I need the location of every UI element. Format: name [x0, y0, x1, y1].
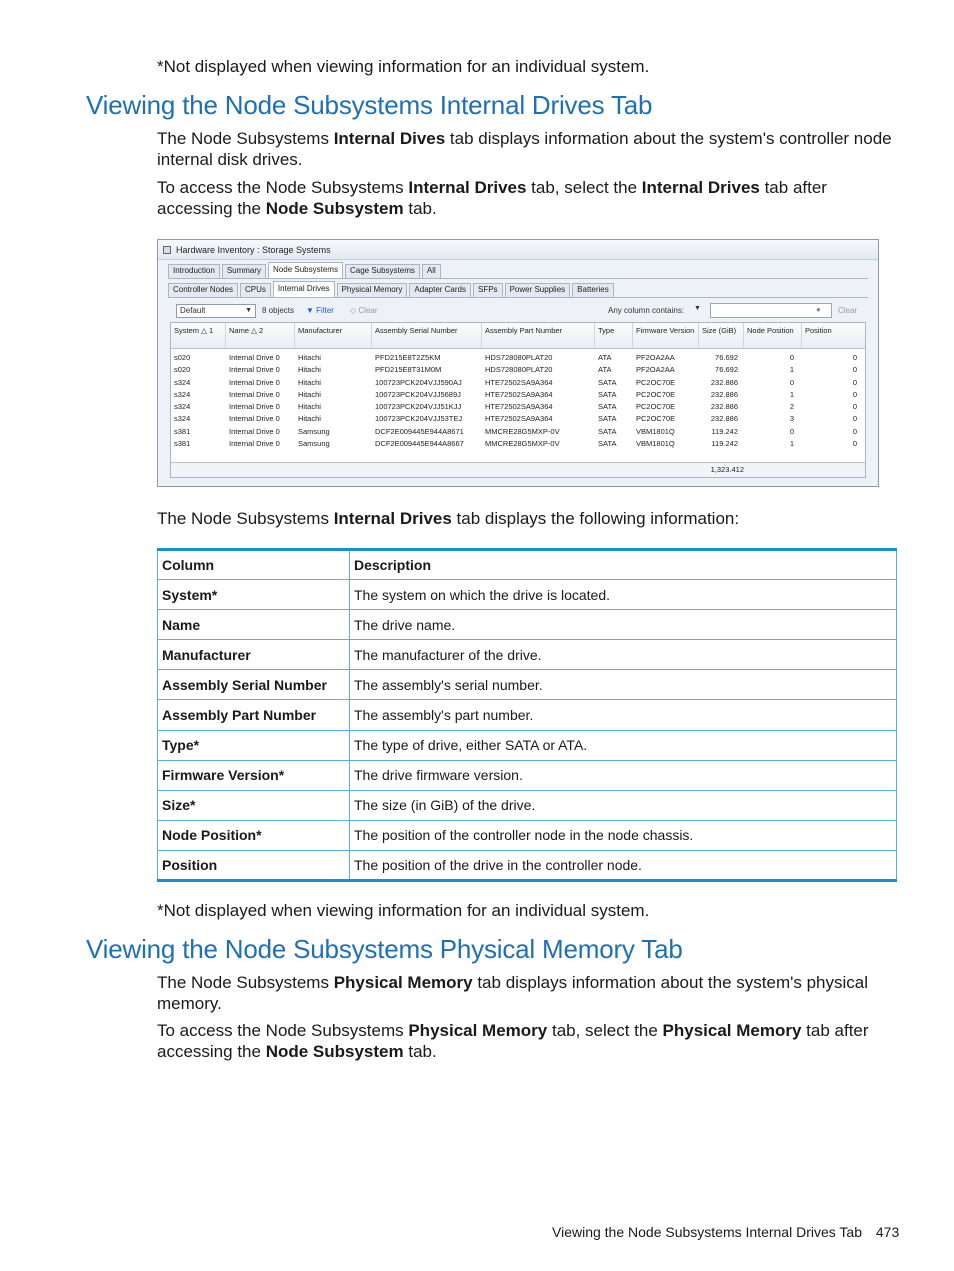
cell-manufacturer: Samsung	[298, 439, 330, 449]
table-row[interactable]	[171, 389, 865, 401]
column-header-system[interactable]: System △ 1	[171, 323, 226, 348]
text-span: tab displays information about the system's physical memory.	[157, 973, 868, 1013]
cell-manufacturer: Hitachi	[298, 353, 321, 362]
column-header-position[interactable]: Position	[805, 326, 832, 335]
cell-part: MMCRE28G5MXP-0V	[485, 439, 560, 449]
view-combo-value: Default	[180, 306, 206, 315]
table-row[interactable]	[171, 352, 865, 364]
cell-type: SATA	[598, 439, 617, 449]
cell-system: s324	[174, 402, 191, 412]
cell-part: HTE72502SA9A364	[485, 377, 553, 387]
cell-part: HDS728080PLAT20	[485, 365, 553, 375]
window-titlebar	[158, 240, 878, 260]
cell-firmware: PC2OC70E	[636, 414, 676, 424]
cell-node-position: 1	[789, 439, 794, 449]
description-cell: The assembly's serial number.	[350, 670, 897, 700]
cell-position: 0	[852, 377, 857, 387]
cell-position: 0	[852, 353, 857, 362]
column-header-size[interactable]: Size (GiB)	[699, 323, 744, 348]
cell-position: 0	[852, 426, 857, 436]
cell-node-position: 1	[789, 389, 794, 399]
cell-system: s324	[174, 414, 191, 424]
table-row	[158, 610, 897, 640]
table-row	[158, 760, 897, 790]
cell-size: 232.886	[710, 377, 738, 387]
tab-divider	[168, 297, 868, 298]
cell-serial: 100723PCK204VJJ590AJ	[375, 377, 462, 387]
cell-name: Internal Drive 0	[229, 402, 280, 412]
table-row[interactable]	[171, 377, 865, 389]
chevron-down-icon[interactable]: ▼	[694, 305, 701, 312]
table-row	[158, 820, 897, 850]
tabs-row-2	[168, 283, 616, 297]
tab-divider	[168, 278, 868, 279]
view-combo[interactable]	[176, 304, 256, 318]
cell-manufacturer: Hitachi	[298, 414, 321, 424]
cell-manufacturer: Hitachi	[298, 402, 321, 412]
cell-type: SATA	[598, 389, 617, 399]
cell-name: Internal Drive 0	[229, 353, 280, 362]
description-cell: The position of the drive in the controller node.	[350, 850, 897, 880]
cell-part: HTE72502SA9A364	[485, 402, 553, 412]
cell-type: ATA	[598, 365, 612, 375]
description-cell: The manufacturer of the drive.	[350, 640, 897, 670]
text-span: tab, select the	[526, 178, 642, 197]
column-header-type[interactable]: Type	[595, 323, 633, 348]
bottom-note: *Not displayed when viewing information for an individual system.	[157, 901, 650, 920]
cell-name: Internal Drive 0	[229, 377, 280, 387]
description-cell: The position of the controller node in the node chassis.	[350, 820, 897, 850]
text-span: tab after accessing the	[157, 178, 827, 218]
bold-term: Node Subsystem	[265, 1042, 404, 1061]
cell-size: 76.692	[715, 365, 738, 375]
table-header-row	[158, 550, 897, 580]
table-row	[158, 700, 897, 730]
cell-serial: DCF2E009445E944A8667	[375, 439, 464, 449]
cell-position: 0	[852, 402, 857, 412]
paragraph-internal-drives-info	[157, 508, 897, 529]
cell-firmware: PC2OC70E	[636, 377, 676, 387]
text-span: tab after accessing the	[157, 1021, 869, 1061]
cell-node-position: 0	[789, 426, 794, 436]
description-cell: The type of drive, either SATA or ATA.	[350, 730, 897, 760]
cell-name: Internal Drive 0	[229, 365, 280, 375]
cell-manufacturer: Hitachi	[298, 365, 321, 375]
footer-title: Viewing the Node Subsystems Internal Drives Tab	[552, 1224, 862, 1240]
filter-button[interactable]	[306, 306, 334, 315]
bold-term: Internal Drives	[333, 509, 452, 528]
tab-all[interactable]: All	[422, 264, 441, 278]
text-span: The Node Subsystems	[157, 509, 334, 528]
cell-part: HTE72502SA9A364	[485, 414, 553, 424]
cell-node-position: 0	[789, 377, 794, 387]
bold-term: Node Subsystem	[265, 199, 404, 218]
paragraph-internal-drives-access	[157, 177, 897, 219]
description-cell: The system on which the drive is located.	[350, 580, 897, 610]
table-row	[158, 730, 897, 760]
grid-body	[171, 352, 865, 450]
cell-system: s020	[174, 365, 191, 375]
cell-firmware: VBM1801Q	[636, 439, 675, 449]
cell-size: 119.242	[711, 439, 738, 449]
text-span: tab displays information about the system's controller node internal disk drives.	[157, 129, 892, 169]
cell-serial: PFD215E8T31M0M	[375, 365, 442, 375]
cell-part: HDS728080PLAT20	[485, 353, 553, 362]
section-heading-physical-memory: Viewing the Node Subsystems Physical Memory Tab	[86, 934, 683, 964]
tab-controller-nodes[interactable]: Controller Nodes	[168, 283, 238, 297]
tab-internal-drives[interactable]: Internal Drives	[273, 281, 335, 297]
column-name-cell: Name	[158, 610, 350, 640]
eraser-icon: ◇	[350, 306, 357, 315]
bold-term: Physical Memory	[408, 1021, 548, 1040]
text-span: tab displays the following information:	[451, 509, 740, 528]
column-header-assembly-serial-number[interactable]: Assembly Serial Number	[372, 323, 482, 348]
tab-batteries[interactable]: Batteries	[572, 283, 614, 297]
column-name-cell: Type*	[158, 730, 350, 760]
cell-node-position: 1	[789, 365, 794, 375]
cell-serial: DCF2E009445E944A8671	[375, 426, 464, 436]
cell-name: Internal Drive 0	[229, 389, 280, 399]
grid-totals-row	[171, 462, 865, 477]
page-number: 473	[875, 1224, 900, 1240]
cell-system: s381	[174, 439, 191, 449]
column-description-table	[157, 548, 897, 882]
cell-firmware: VBM1801Q	[636, 426, 675, 436]
tabs-row-1	[168, 264, 443, 278]
text-span: tab.	[403, 1042, 437, 1061]
text-span: The Node Subsystems	[157, 129, 334, 148]
cell-type: SATA	[598, 414, 617, 424]
paragraph-physical-memory-access	[157, 1020, 902, 1062]
tab-power-supplies[interactable]: Power Supplies	[505, 283, 571, 297]
cell-position: 0	[852, 365, 857, 375]
cell-system: s324	[174, 377, 191, 387]
column-name-cell: Assembly Part Number	[158, 700, 350, 730]
paragraph-physical-memory-intro	[157, 972, 897, 1014]
tab-introduction[interactable]: Introduction	[168, 264, 220, 278]
cell-node-position: 3	[789, 414, 794, 424]
column-name-cell: Node Position*	[158, 820, 350, 850]
text-span: tab, select the	[547, 1021, 663, 1040]
table-row	[158, 790, 897, 820]
drives-grid	[170, 322, 866, 478]
tab-adapter-cards[interactable]: Adapter Cards	[409, 283, 471, 297]
cell-name: Internal Drive 0	[229, 439, 280, 449]
column-header-firmware-version[interactable]: Firmware Version	[633, 323, 699, 348]
cell-type: SATA	[598, 426, 617, 436]
total-size: 1,323.412	[710, 465, 744, 474]
tab-cage-subsystems[interactable]: Cage Subsystems	[345, 264, 420, 278]
description-cell: The drive firmware version.	[350, 760, 897, 790]
cell-node-position: 0	[789, 353, 794, 362]
description-cell: The drive name.	[350, 610, 897, 640]
cell-firmware: PF2OA2AA	[636, 365, 675, 375]
text-span: tab.	[403, 199, 437, 218]
section-heading-internal-drives: Viewing the Node Subsystems Internal Drives Tab	[86, 90, 653, 120]
paragraph-internal-drives-intro	[157, 128, 897, 170]
cell-serial: 100723PCK204VJJ53TEJ	[375, 414, 463, 424]
cell-size: 232.886	[710, 389, 738, 399]
cell-size: 232.886	[710, 402, 738, 412]
tab-cpus[interactable]: CPUs	[240, 283, 271, 297]
grid-header	[171, 323, 865, 349]
chevron-down-icon: ▼	[245, 307, 252, 314]
cell-manufacturer: Hitachi	[298, 377, 321, 387]
cell-part: HTE72502SA9A364	[485, 389, 553, 399]
cell-manufacturer: Hitachi	[298, 389, 321, 399]
cell-system: s020	[174, 353, 191, 362]
column-header-manufacturer[interactable]: Manufacturer	[295, 323, 372, 348]
cell-size: 76.692	[715, 353, 738, 362]
text-span: To access the Node Subsystems	[157, 1021, 409, 1040]
table-row	[158, 580, 897, 610]
page-footer	[552, 1224, 899, 1240]
table-row[interactable]	[171, 438, 865, 450]
column-name-cell: Size*	[158, 790, 350, 820]
cell-position: 0	[852, 389, 857, 399]
cell-type: SATA	[598, 402, 617, 412]
window-title: Hardware Inventory : Storage Systems	[176, 245, 331, 255]
column-name-cell: Position	[158, 850, 350, 880]
tab-summary[interactable]: Summary	[222, 264, 266, 278]
top-note: *Not displayed when viewing information for an individual system.	[157, 57, 650, 76]
clear-filter-button[interactable]	[350, 306, 378, 315]
column-header-node-position[interactable]: Node Position	[744, 323, 802, 348]
tab-sfps[interactable]: SFPs	[473, 283, 503, 297]
bold-term: Internal Drives	[641, 178, 760, 197]
cell-serial: PFD215E8T2Z5KM	[375, 353, 441, 362]
column-name-cell: Assembly Serial Number	[158, 670, 350, 700]
cell-position: 0	[852, 414, 857, 424]
cell-system: s324	[174, 389, 191, 399]
bold-term: Physical Memory	[333, 973, 473, 992]
description-cell: The assembly's part number.	[350, 700, 897, 730]
cell-name: Internal Drive 0	[229, 426, 280, 436]
funnel-icon: ▼	[306, 306, 314, 315]
cell-firmware: PF2OA2AA	[636, 353, 675, 362]
table-row	[158, 670, 897, 700]
column-header-assembly-part-number[interactable]: Assembly Part Number	[482, 323, 595, 348]
description-cell: The size (in GiB) of the drive.	[350, 790, 897, 820]
cell-size: 232.886	[710, 414, 738, 424]
bold-term: Internal Drives	[408, 178, 527, 197]
column-name-cell: Manufacturer	[158, 640, 350, 670]
clear-search-button[interactable]: Clear	[838, 306, 858, 315]
search-label: Any column contains:	[608, 306, 685, 315]
column-name-cell: Firmware Version*	[158, 760, 350, 790]
search-icon[interactable]: ●	[816, 305, 821, 314]
table-row[interactable]	[171, 401, 865, 413]
object-count: 8 objects	[262, 306, 295, 315]
header-description: Description	[350, 550, 897, 580]
cell-manufacturer: Samsung	[298, 426, 330, 436]
cell-type: ATA	[598, 353, 612, 362]
cell-size: 119.242	[711, 426, 738, 436]
bold-term: Internal Dives	[333, 129, 446, 148]
tab-node-subsystems[interactable]: Node Subsystems	[268, 262, 343, 278]
cell-name: Internal Drive 0	[229, 414, 280, 424]
clear-filter-label: Clear	[358, 306, 378, 315]
hardware-inventory-screenshot	[157, 239, 879, 487]
table-row[interactable]	[171, 364, 865, 376]
cell-part: MMCRE28G5MXP-0V	[485, 426, 560, 436]
window-icon	[163, 246, 171, 254]
cell-serial: 100723PCK204VJJ5689J	[375, 389, 461, 399]
table-row	[158, 640, 897, 670]
bold-term: Physical Memory	[662, 1021, 802, 1040]
cell-serial: 100723PCK204VJJ51KJJ	[375, 402, 462, 412]
cell-system: s381	[174, 426, 191, 436]
column-header-name[interactable]: Name △ 2	[226, 323, 295, 348]
table-row[interactable]	[171, 426, 865, 438]
filter-label: Filter	[316, 306, 334, 315]
text-span: To access the Node Subsystems	[157, 178, 409, 197]
header-column: Column	[158, 550, 350, 580]
cell-firmware: PC2OC70E	[636, 402, 676, 412]
table-row[interactable]	[171, 413, 865, 425]
cell-node-position: 2	[789, 402, 794, 412]
grid-toolbar	[170, 302, 866, 320]
table-row	[158, 850, 897, 880]
column-name-cell: System*	[158, 580, 350, 610]
cell-firmware: PC2OC70E	[636, 389, 676, 399]
column-search-input[interactable]	[710, 303, 832, 318]
text-span: The Node Subsystems	[157, 973, 334, 992]
cell-type: SATA	[598, 377, 617, 387]
cell-position: 0	[852, 439, 857, 449]
tab-physical-memory[interactable]: Physical Memory	[337, 283, 408, 297]
